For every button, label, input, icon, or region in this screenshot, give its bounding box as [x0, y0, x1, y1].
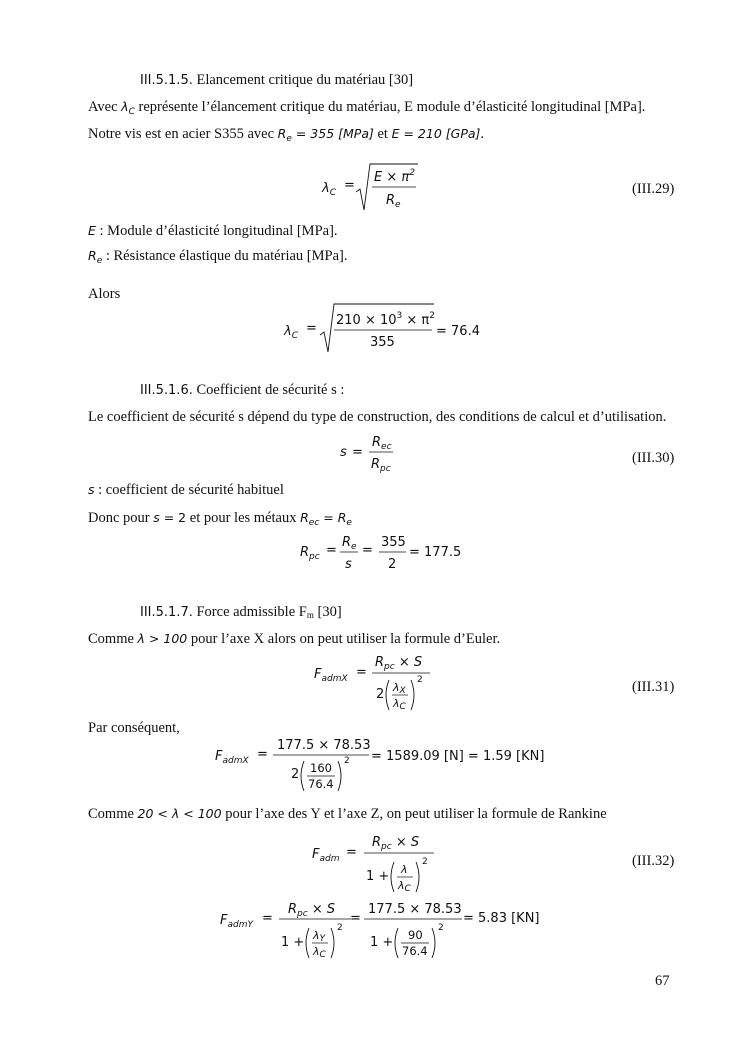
paragraph-comme-euler — [88, 630, 500, 648]
inner-numerator: 90 — [408, 928, 423, 942]
equation-number: (III.32) — [632, 853, 675, 869]
right-paren — [432, 928, 435, 958]
lambda-c-symbol: $\lambda_C$ — [121, 99, 135, 117]
paragraph-coefficient: Le coefficient de sécurité s dépend du type de construction, des conditions de calcul et d’utilisation. — [88, 409, 667, 425]
text-fragment: et — [373, 126, 392, 142]
equation-svg — [310, 830, 440, 896]
lambda-condition: 20 < λ < 100 — [137, 806, 222, 821]
rec-symbol: $R_{ec}$ — [300, 510, 320, 528]
text-fragment: Donc pour — [88, 510, 154, 526]
equation-result: = 177.5 — [409, 545, 462, 560]
fraction-numerator: $R_{pc} \times S$ — [375, 655, 423, 672]
right-paren — [331, 928, 334, 958]
exponent-2: 2 — [422, 857, 428, 867]
equals-sign: = — [362, 543, 373, 558]
left-paren — [306, 928, 309, 958]
equation-svg — [213, 734, 563, 796]
right-paren — [411, 680, 414, 710]
fraction-denominator: s — [345, 557, 352, 572]
equation-number: (III.30) — [632, 450, 675, 466]
s-value: = 2 — [159, 510, 187, 525]
paragraph-comme-rankine — [88, 805, 607, 823]
one-plus: 1 + — [366, 869, 390, 884]
e-symbol: E — [88, 223, 96, 238]
text-fragment: Comme — [88, 631, 138, 647]
equation-fadmy-calc — [218, 898, 548, 967]
exponent-2: 2 — [438, 923, 444, 933]
equals-sign: = — [356, 665, 367, 680]
fraction-numerator: $R_e$ — [342, 535, 357, 552]
re-symbol: $R_e$ — [337, 510, 352, 528]
lhs-lambda: $\lambda_C$ — [322, 181, 336, 198]
fraction-denominator: 2 — [388, 557, 397, 572]
fraction-numerator: $R_{pc} \times S$ — [372, 835, 420, 852]
section-heading-iii-5-1-7 — [140, 603, 342, 624]
paragraph-donc — [88, 509, 352, 532]
section-title: Elancement critique du matériau [30] — [196, 72, 414, 88]
equals-sign: = — [352, 445, 363, 460]
text-fragment: : Module d’élasticité longitudinal [MPa]. — [95, 223, 338, 239]
paragraph-consequent: Par conséquent, — [88, 720, 180, 736]
lhs-s: s — [340, 445, 347, 460]
fraction-numerator: $R_{pc} \times S$ — [288, 902, 336, 919]
equals-sign: = — [257, 747, 268, 762]
text-fragment: pour l’axe des Y et l’axe Z, on peut utiliser la formule de Rankine — [221, 806, 607, 822]
equation-s — [338, 428, 408, 483]
text-fragment: Avec — [88, 99, 122, 115]
definition-e — [88, 222, 338, 240]
left-paren — [301, 761, 304, 791]
paragraph-avec — [88, 98, 645, 121]
fraction-numerator: $E \times \pi^2$ — [374, 168, 415, 185]
section-title: Force admissible Fm [30] — [196, 604, 342, 620]
equation-result: = 5.83 [KN] — [463, 911, 540, 926]
one-plus: 1 + — [281, 935, 305, 950]
text-fragment: et pour les métaux — [186, 510, 301, 526]
equation-svg — [218, 898, 548, 962]
left-paren — [391, 862, 394, 892]
definition-s — [88, 481, 284, 499]
fraction-denominator: $R_e$ — [386, 193, 401, 210]
equation-fadmx — [312, 650, 442, 721]
right-paren — [338, 761, 341, 791]
equals-sign: = — [344, 178, 355, 193]
equals-sign: = — [346, 845, 357, 860]
paragraph-alors: Alors — [88, 286, 121, 302]
inner-denominator: λC — [313, 945, 326, 960]
inner-denominator: 76.4 — [402, 944, 428, 958]
inner-numerator: 160 — [310, 761, 332, 775]
equation-svg — [338, 428, 408, 478]
exponent-2: 2 — [344, 756, 350, 766]
coefficient-2: 2 — [376, 687, 385, 702]
equals-sign: = — [319, 510, 338, 525]
re-value: = 355 [MPa] — [291, 126, 374, 141]
s-symbol: s — [153, 510, 160, 525]
lhs-fadmx: $F_{admX}$ — [314, 667, 348, 684]
fraction-numerator: 177.5 × 78.53 — [368, 902, 462, 917]
exponent-2: 2 — [417, 675, 423, 685]
inner-numerator: λX — [393, 681, 406, 696]
text-fragment: représente l’élancement critique du matériau, E module d’élasticité longitudinal [MPa]. — [134, 99, 646, 115]
text-fragment: Notre vis est en acier S355 avec — [88, 126, 278, 142]
lhs-fadm: $F_{adm}$ — [312, 847, 340, 864]
lhs-lambda: $\lambda_C$ — [284, 324, 298, 341]
s-symbol: s — [88, 482, 95, 497]
section-heading-iii-5-1-6 — [140, 381, 344, 400]
equation-lambda-c-calc — [282, 300, 482, 360]
inner-numerator: λ — [401, 863, 408, 876]
section-heading-iii-5-1-5 — [140, 71, 413, 90]
text-fragment: . — [480, 126, 485, 142]
section-number: III.5.1.6. — [140, 383, 193, 398]
definition-re — [88, 247, 347, 270]
equation-svg — [312, 650, 442, 716]
lhs-fadmy: $F_{admY}$ — [220, 913, 253, 930]
fraction-numerator: $R_{ec}$ — [372, 435, 392, 452]
inner-denominator: λC — [398, 879, 411, 894]
equation-result: = 76.4 — [436, 324, 480, 339]
right-paren — [416, 862, 419, 892]
e-value: = 210 [GPa] — [399, 126, 481, 141]
text-fragment: Comme — [88, 806, 138, 822]
re-symbol: $R_e$ — [88, 248, 103, 266]
equation-fadmx-calc — [213, 734, 563, 801]
equals-sign: = — [350, 911, 361, 926]
section-number: III.5.1.7. — [140, 605, 193, 620]
equals-sign: = — [326, 543, 337, 558]
text-fragment: pour l’axe X alors on peut utiliser la formule d’Euler. — [187, 631, 501, 647]
equals-sign: = — [262, 911, 273, 926]
lambda-condition: λ > 100 — [137, 631, 188, 646]
equation-lambda-c — [320, 160, 430, 220]
re-symbol: $R_e$ — [277, 126, 292, 144]
one-plus: 1 + — [370, 935, 394, 950]
equals-sign: = — [306, 321, 317, 336]
inner-denominator: λC — [393, 697, 406, 712]
fraction-numerator: 355 — [381, 535, 406, 550]
text-fragment: : Résistance élastique du matériau [MPa]. — [102, 248, 348, 264]
fraction-denominator: 355 — [370, 335, 395, 350]
equation-svg — [298, 530, 468, 578]
e-symbol: E — [391, 126, 400, 141]
equation-result: = 1589.09 [N] = 1.59 [KN] — [371, 749, 545, 764]
equation-svg — [282, 300, 482, 355]
fraction-denominator: $R_{pc}$ — [371, 457, 391, 474]
lhs-fadmx: $F_{admX}$ — [215, 749, 249, 766]
coefficient-2: 2 — [291, 767, 300, 782]
left-paren — [386, 680, 389, 710]
paragraph-notre-vis — [88, 125, 484, 148]
equation-number: (III.29) — [632, 181, 675, 197]
equation-number: (III.31) — [632, 679, 675, 695]
equation-rpc — [298, 530, 468, 583]
exponent-2: 2 — [337, 923, 343, 933]
section-title: Coefficient de sécurité s : — [196, 382, 345, 398]
text-fragment: : coefficient de sécurité habituel — [94, 482, 284, 498]
fraction-numerator: 177.5 × 78.53 — [277, 738, 371, 753]
section-number: III.5.1.5. — [140, 73, 193, 88]
inner-denominator: 76.4 — [308, 777, 334, 791]
lhs-rpc: $R_{pc}$ — [300, 545, 320, 562]
fraction-numerator: $210 \times 10^3 \times \pi^2$ — [336, 311, 435, 328]
equation-svg — [320, 160, 430, 215]
inner-numerator: λY — [313, 929, 326, 944]
equation-fadm — [310, 830, 440, 901]
page-number: 67 — [655, 973, 670, 989]
left-paren — [395, 928, 398, 958]
